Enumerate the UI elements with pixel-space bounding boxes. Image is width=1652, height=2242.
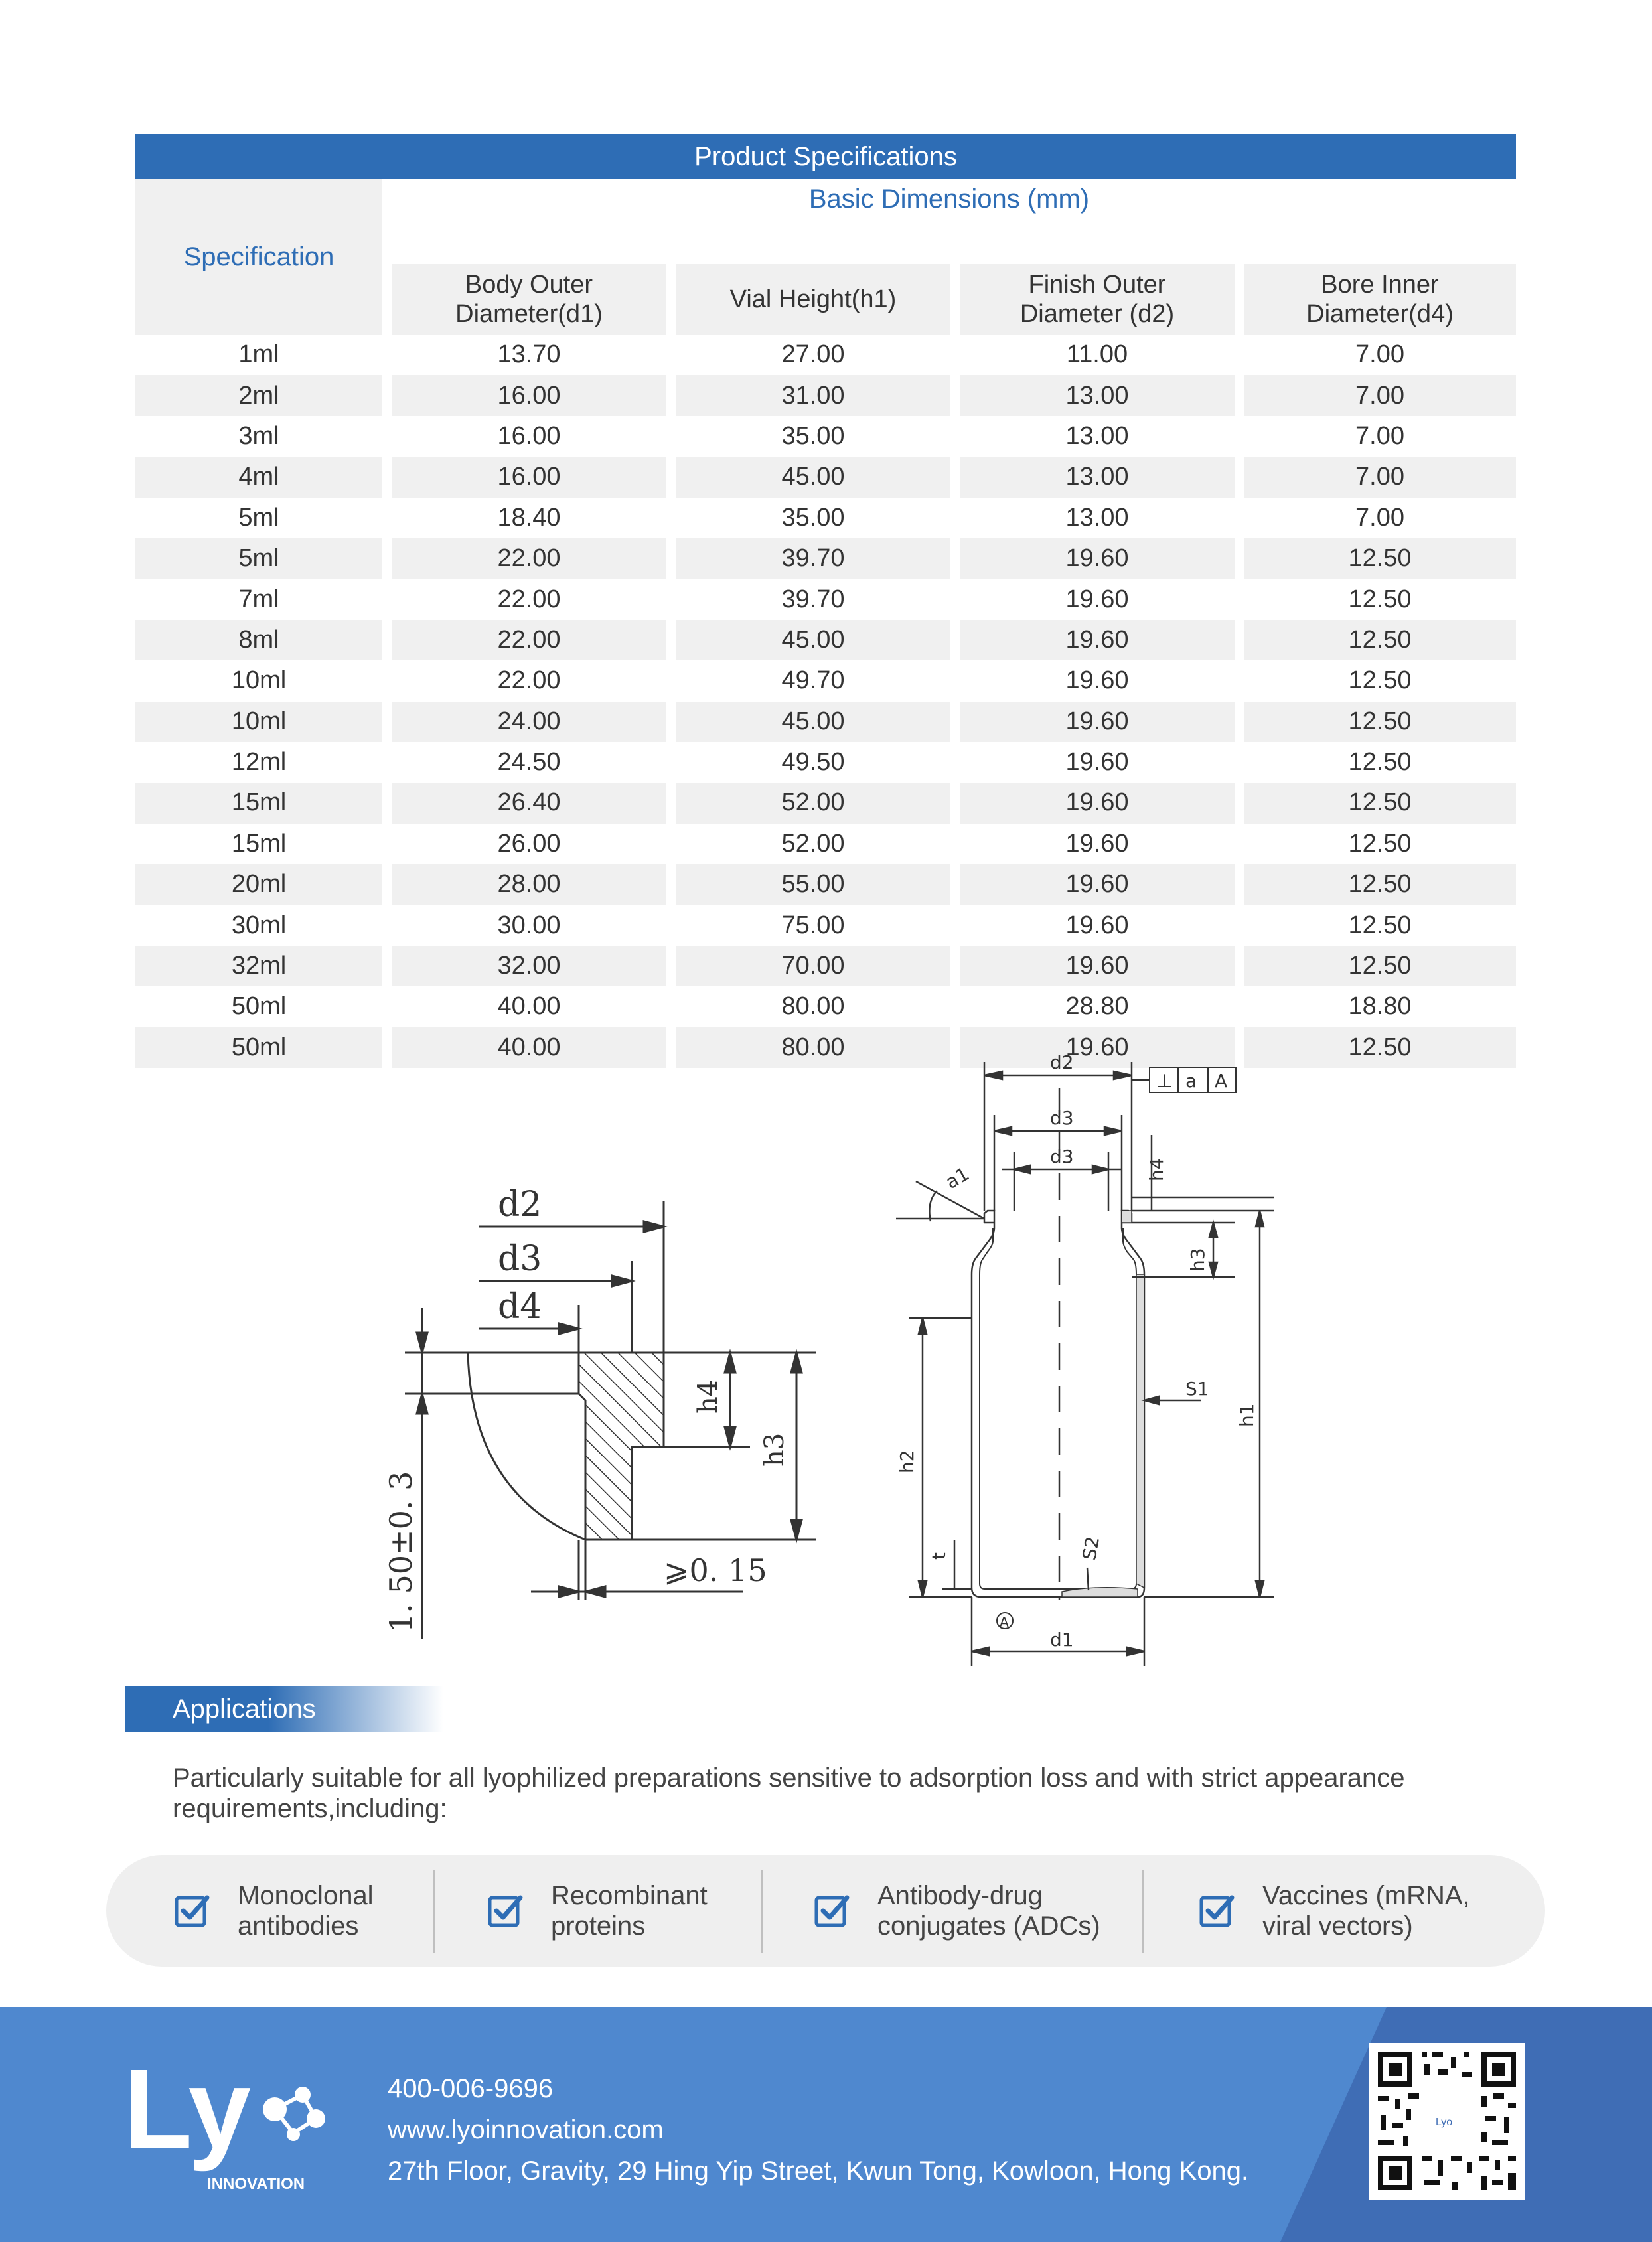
table-row: [135, 335, 1516, 375]
label-vial-datum: A: [1000, 1614, 1009, 1630]
table-row: [135, 1027, 1516, 1068]
label-d2: d2: [498, 1185, 542, 1225]
specification-cell: 12ml: [231, 748, 287, 777]
dimension-cell: 26.00: [497, 829, 561, 858]
dimension-cell: 7.00: [1355, 503, 1404, 532]
dimension-cell: 19.60: [960, 864, 1235, 905]
dimension-cell: 12.50: [1348, 748, 1412, 777]
table-row: [135, 375, 1516, 415]
label-vial-d2: d2: [1050, 1051, 1074, 1073]
dimension-cell: 12.50: [1348, 666, 1412, 695]
dimension-cell: 80.00: [781, 992, 845, 1021]
dimension-cell: 19.60: [1065, 911, 1129, 939]
dimension-cell: 28.00: [392, 864, 666, 905]
divider: [433, 1870, 435, 1953]
dimension-cell: 18.80: [1348, 992, 1412, 1021]
table-row: [135, 416, 1516, 457]
label-h3: h3: [759, 1432, 790, 1467]
finish-section-drawing: [372, 1175, 850, 1653]
column-header-finish-outer-diameter: Finish Outer Diameter (d2): [960, 264, 1235, 335]
dimension-cell: 16.00: [392, 375, 666, 415]
dimension-cell: 19.60: [1065, 585, 1129, 613]
dimension-cell: 12.50: [1244, 702, 1516, 742]
dimension-cell: 22.00: [497, 585, 561, 613]
dimension-cell: 19.60: [1065, 748, 1129, 777]
label-vial-s1: S1: [1185, 1378, 1209, 1400]
specification-cell: 5ml: [238, 503, 279, 532]
specification-cell: 7ml: [238, 585, 279, 613]
specification-cell: 4ml: [135, 457, 382, 497]
dimension-cell: 35.00: [781, 421, 845, 450]
table-header: [135, 179, 1516, 335]
table-row: [135, 702, 1516, 742]
qr-code[interactable]: [1369, 2043, 1525, 2200]
logo-text: Ly: [123, 2063, 252, 2172]
fcf-datum: A: [1215, 1070, 1228, 1092]
product-specifications-table: [135, 134, 1516, 1061]
table-row: [135, 498, 1516, 538]
fcf-perpendicular: ⊥: [1156, 1070, 1173, 1092]
specification-cell: 2ml: [135, 375, 382, 415]
contact-info: [388, 2068, 1248, 2192]
dimension-cell: 75.00: [781, 911, 845, 939]
checkbox-checked-icon: [1199, 1892, 1236, 1929]
dimension-cell: 40.00: [497, 992, 561, 1021]
applications-description: Particularly suitable for all lyophilized preparations sensitive to adsorption loss and with strict appearance requirements,including:: [173, 1763, 1405, 1823]
dimension-cell: 19.60: [960, 1027, 1235, 1068]
divider: [761, 1870, 763, 1953]
dimension-cell: 45.00: [676, 702, 950, 742]
phone-number[interactable]: 400-006-9696: [388, 2074, 554, 2103]
dimension-cell: 7.00: [1244, 375, 1516, 415]
divider: [1142, 1870, 1144, 1953]
table-row: [135, 538, 1516, 579]
dimension-cell: 22.00: [392, 620, 666, 660]
dimension-cell: 45.00: [676, 457, 950, 497]
dimension-cell: 24.00: [392, 702, 666, 742]
specification-cell: 15ml: [231, 829, 287, 858]
website-link[interactable]: www.lyoinnovation.com: [388, 2115, 664, 2144]
dimension-cell: 70.00: [676, 946, 950, 986]
qr-logo-text: Lyo: [1436, 2117, 1453, 2128]
checkbox-checked-icon: [174, 1892, 211, 1929]
column-header-bore-inner-diameter: Bore Inner Diameter(d4): [1244, 264, 1516, 335]
applications-title: Applications: [173, 1694, 316, 1724]
dimension-cell: 39.70: [676, 538, 950, 579]
label-vial-h1: h1: [1236, 1403, 1258, 1427]
dimension-cell: 13.00: [960, 375, 1235, 415]
table-row: [135, 824, 1516, 864]
basic-dimensions-header: Basic Dimensions (mm): [808, 184, 1090, 214]
specification-cell: 50ml: [231, 992, 287, 1021]
application-label: Vaccines (mRNA, viral vectors): [1262, 1881, 1470, 1941]
dimension-cell: 7.00: [1355, 421, 1404, 450]
table-row: [135, 864, 1516, 905]
specification-cell: 5ml: [135, 538, 382, 579]
dimension-cell: 24.50: [497, 748, 561, 777]
application-label: Monoclonal antibodies: [238, 1881, 374, 1941]
specification-cell: 30ml: [231, 911, 287, 939]
label-vial-h2: h2: [896, 1450, 918, 1473]
label-vial-h3: h3: [1187, 1248, 1209, 1272]
dimension-cell: 19.60: [960, 946, 1235, 986]
table-row: [135, 783, 1516, 823]
dimension-cell: 11.00: [1066, 340, 1128, 369]
dimension-cell: 52.00: [781, 829, 845, 858]
dimension-cell: 16.00: [497, 421, 561, 450]
fcf-value: a: [1185, 1070, 1197, 1092]
specification-cell: 10ml: [135, 702, 382, 742]
applications-heading-bar: [125, 1686, 443, 1732]
dimension-cell: 28.80: [1065, 992, 1129, 1021]
logo-subtext: INNOVATION: [207, 2175, 305, 2193]
label-vial-s2: S2: [1078, 1534, 1104, 1562]
dimension-cell: 32.00: [392, 946, 666, 986]
dimension-cell: 12.50: [1244, 864, 1516, 905]
specification-cell: 1ml: [238, 340, 279, 369]
dimension-cell: 12.50: [1348, 585, 1412, 613]
dimension-cell: 19.60: [1065, 829, 1129, 858]
specification-cell: 32ml: [135, 946, 382, 986]
dimension-cell: 22.00: [392, 538, 666, 579]
dimension-cell: 12.50: [1348, 829, 1412, 858]
table-row: [135, 457, 1516, 497]
dimension-cell: 19.60: [960, 783, 1235, 823]
checkbox-checked-icon: [814, 1892, 851, 1929]
label-tolerance: 1. 50±0. 3: [383, 1471, 419, 1633]
specification-cell: 15ml: [135, 783, 382, 823]
dimension-cell: 19.60: [960, 538, 1235, 579]
label-vial-a1: a1: [942, 1162, 973, 1194]
specification-cell: 20ml: [135, 864, 382, 905]
application-item-monoclonal-antibodies: [174, 1855, 374, 1967]
dimension-cell: 13.00: [960, 457, 1235, 497]
table-row: [135, 742, 1516, 783]
specification-cell: 10ml: [231, 666, 287, 695]
dimension-cell: 7.00: [1244, 457, 1516, 497]
dimension-cell: 22.00: [497, 666, 561, 695]
specification-cell: 50ml: [135, 1027, 382, 1068]
dimension-cell: 30.00: [497, 911, 561, 939]
specification-cell: 3ml: [238, 421, 279, 450]
dimension-cell: 40.00: [392, 1027, 666, 1068]
address: 27th Floor, Gravity, 29 Hing Yip Street, Kwun Tong, Kowloon, Hong Kong.: [388, 2156, 1249, 2186]
footer: [0, 2007, 1652, 2242]
dimension-cell: 13.00: [1065, 421, 1129, 450]
dimension-cell: 35.00: [781, 503, 845, 532]
dimension-cell: 55.00: [676, 864, 950, 905]
label-vial-d1: d1: [1050, 1629, 1074, 1651]
dimension-cell: 19.60: [960, 702, 1235, 742]
dimension-cell: 7.00: [1355, 340, 1404, 369]
table-row: [135, 620, 1516, 660]
dimension-cell: 13.70: [497, 340, 561, 369]
column-header-vial-height: Vial Height(h1): [676, 264, 950, 335]
label-vial-d3-outer: d3: [1050, 1107, 1074, 1129]
label-vial-d3-inner: d3: [1050, 1146, 1074, 1167]
table-row: [135, 660, 1516, 701]
table-row: [135, 946, 1516, 986]
dimension-cell: 45.00: [676, 620, 950, 660]
dimension-cell: 80.00: [676, 1027, 950, 1068]
application-item-recombinant-proteins: [487, 1855, 708, 1967]
dimension-cell: 49.50: [781, 748, 845, 777]
dimension-cell: 27.00: [781, 340, 845, 369]
application-item-vaccines: [1199, 1855, 1470, 1967]
dimension-cell: 49.70: [781, 666, 845, 695]
application-label: Antibody-drug conjugates (ADCs): [877, 1881, 1100, 1941]
table-row: [135, 986, 1516, 1027]
dimension-cell: 16.00: [392, 457, 666, 497]
label-d4: d4: [498, 1287, 542, 1327]
specification-cell: 8ml: [135, 620, 382, 660]
dimension-cell: 31.00: [676, 375, 950, 415]
applications-list: [106, 1855, 1545, 1967]
label-h4: h4: [693, 1379, 723, 1414]
lyo-innovation-logo: [123, 2063, 342, 2196]
dimension-cell: 12.50: [1244, 1027, 1516, 1068]
label-vial-t: t: [928, 1552, 950, 1560]
dimension-cell: 12.50: [1348, 911, 1412, 939]
table-body: [135, 335, 1516, 1068]
dimension-cell: 13.00: [1065, 503, 1129, 532]
dimension-cell: 12.50: [1244, 620, 1516, 660]
column-header-body-outer-diameter: Body Outer Diameter(d1): [392, 264, 666, 335]
vial-drawing: [876, 1049, 1288, 1686]
dimension-cell: 12.50: [1244, 783, 1516, 823]
label-min-thickness: ⩾0. 15: [664, 1552, 767, 1588]
dimension-cell: 19.60: [960, 620, 1235, 660]
application-label: Recombinant proteins: [551, 1881, 708, 1941]
application-item-adcs: [814, 1855, 1100, 1967]
dimension-cell: 12.50: [1244, 946, 1516, 986]
dimension-cell: 12.50: [1244, 538, 1516, 579]
table-row: [135, 579, 1516, 619]
dimension-cell: 52.00: [676, 783, 950, 823]
dimension-cell: 19.60: [1065, 666, 1129, 695]
table-row: [135, 905, 1516, 945]
table-title: Product Specifications: [135, 134, 1516, 179]
checkbox-checked-icon: [487, 1892, 524, 1929]
dimension-cell: 18.40: [497, 503, 561, 532]
label-vial-h4: h4: [1146, 1158, 1167, 1181]
specification-column-header: Specification: [135, 179, 382, 335]
label-d3: d3: [498, 1239, 542, 1279]
dimension-cell: 39.70: [781, 585, 845, 613]
dimension-cell: 26.40: [392, 783, 666, 823]
